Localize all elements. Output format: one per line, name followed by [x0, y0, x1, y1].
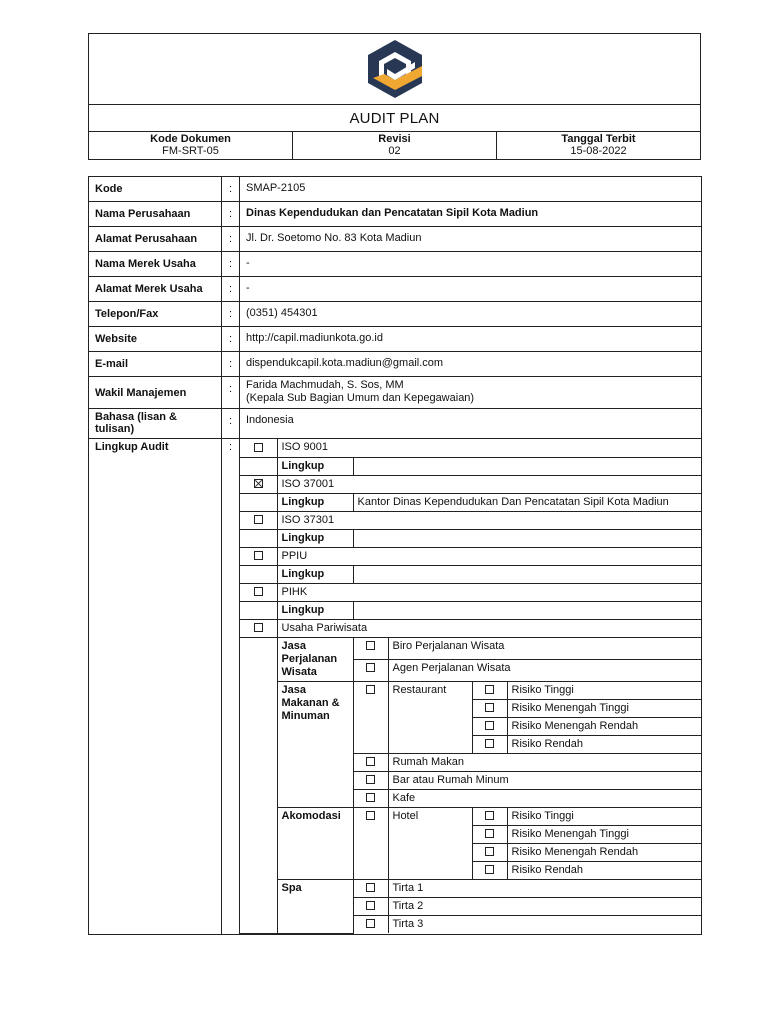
checkbox-icon[interactable]	[366, 757, 375, 766]
checkbox-icon[interactable]	[254, 587, 263, 596]
checkbox-icon[interactable]	[366, 685, 375, 694]
lingkup-label: Lingkup	[277, 493, 353, 511]
risk-checkbox[interactable]	[472, 825, 507, 843]
checkbox-icon[interactable]	[366, 663, 375, 672]
standard-name: PPIU	[277, 547, 701, 565]
standard-row-usaha-pariwisata	[240, 619, 701, 637]
field-row-bahasa	[89, 409, 702, 439]
meta-value: FM-SRT-05	[162, 145, 219, 157]
checkbox-icon[interactable]	[485, 865, 494, 874]
field-label: Bahasa (lisan & tulisan)	[89, 409, 222, 439]
indent-cell	[240, 493, 277, 511]
colon: :	[222, 377, 240, 409]
indent-cell	[240, 565, 277, 583]
checkbox-icon[interactable]	[366, 793, 375, 802]
colon: :	[222, 202, 240, 227]
field-value: SMAP-2105	[240, 177, 702, 202]
colon: :	[222, 277, 240, 302]
item-label: Restaurant	[388, 681, 472, 753]
item-checkbox[interactable]	[353, 879, 388, 897]
risk-label: Risiko Tinggi	[507, 681, 701, 699]
wakil-name: Farida Machmudah, S. Sos, MM	[246, 379, 404, 391]
lingkup-value: Kantor Dinas Kependudukan Dan Pencatatan Sipil Kota Madiun	[353, 493, 701, 511]
risk-label: Risiko Tinggi	[507, 807, 701, 825]
checkbox-icon[interactable]	[485, 685, 494, 694]
item-checkbox[interactable]	[353, 915, 388, 933]
field-value	[240, 377, 702, 409]
field-label: Nama Perusahaan	[89, 202, 222, 227]
field-label: Wakil Manajemen	[89, 377, 222, 409]
risk-checkbox[interactable]	[472, 735, 507, 753]
field-label: Nama Merek Usaha	[89, 252, 222, 277]
item-checkbox[interactable]	[353, 659, 388, 681]
document-header	[88, 33, 701, 160]
company-logo	[365, 38, 425, 100]
field-value: Jl. Dr. Soetomo No. 83 Kota Madiun	[240, 227, 702, 252]
standard-checkbox[interactable]	[240, 511, 277, 529]
colon: :	[222, 409, 240, 439]
field-label: Lingkup Audit	[89, 439, 222, 935]
checkbox-icon[interactable]	[254, 443, 263, 452]
standard-name: ISO 37301	[277, 511, 701, 529]
colon: :	[222, 177, 240, 202]
checkbox-icon[interactable]	[485, 739, 494, 748]
category-akomodasi: Akomodasi	[277, 807, 353, 879]
field-label: Alamat Merek Usaha	[89, 277, 222, 302]
field-row-email	[89, 352, 702, 377]
checkbox-icon[interactable]	[366, 883, 375, 892]
indent-cell	[240, 529, 277, 547]
lingkup-row	[240, 493, 701, 511]
meta-kode-dokumen	[89, 132, 292, 159]
category-spa: Spa	[277, 879, 353, 933]
meta-value: 15-08-2022	[570, 145, 627, 157]
checkbox-checked-icon[interactable]	[254, 479, 263, 488]
checkbox-icon[interactable]	[254, 551, 263, 560]
standard-checkbox[interactable]	[240, 583, 277, 601]
item-label: Agen Perjalanan Wisata	[388, 659, 701, 681]
colon: :	[222, 352, 240, 377]
item-label: Bar atau Rumah Minum	[388, 771, 701, 789]
checkbox-icon[interactable]	[366, 919, 375, 928]
scope-table	[240, 439, 701, 934]
risk-checkbox[interactable]	[472, 717, 507, 735]
tourism-row	[240, 879, 701, 897]
tourism-row	[240, 807, 701, 825]
checkbox-icon[interactable]	[485, 811, 494, 820]
field-value: http://capil.madiunkota.go.id	[240, 327, 702, 352]
checkbox-icon[interactable]	[366, 901, 375, 910]
item-label: Tirta 1	[388, 879, 701, 897]
standard-checkbox[interactable]	[240, 547, 277, 565]
item-label: Tirta 2	[388, 897, 701, 915]
category-jasa-perjalanan: Jasa Perjalanan Wisata	[277, 637, 353, 681]
field-row-kode	[89, 177, 702, 202]
lingkup-label: Lingkup	[277, 457, 353, 475]
lingkup-row	[240, 457, 701, 475]
lingkup-value	[353, 457, 701, 475]
field-label: Kode	[89, 177, 222, 202]
item-label: Kafe	[388, 789, 701, 807]
item-label: Hotel	[388, 807, 472, 879]
lingkup-row	[240, 565, 701, 583]
risk-label: Risiko Menengah Tinggi	[507, 699, 701, 717]
risk-checkbox[interactable]	[472, 807, 507, 825]
field-row-website	[89, 327, 702, 352]
field-row-wakil-manajemen	[89, 377, 702, 409]
meta-revisi	[292, 132, 496, 159]
field-value: Indonesia	[240, 409, 702, 439]
item-checkbox[interactable]	[353, 637, 388, 659]
item-checkbox[interactable]	[353, 753, 388, 771]
checkbox-icon[interactable]	[485, 703, 494, 712]
item-label: Rumah Makan	[388, 753, 701, 771]
colon: :	[222, 227, 240, 252]
category-jasa-makanan: Jasa Makanan & Minuman	[277, 681, 353, 807]
checkbox-icon[interactable]	[366, 775, 375, 784]
lingkup-value	[353, 529, 701, 547]
standard-checkbox[interactable]	[240, 439, 277, 457]
item-checkbox[interactable]	[353, 789, 388, 807]
lingkup-row	[240, 529, 701, 547]
risk-checkbox[interactable]	[472, 699, 507, 717]
standard-name: ISO 9001	[277, 439, 701, 457]
field-value: (0351) 454301	[240, 302, 702, 327]
meta-label: Tanggal Terbit	[561, 133, 636, 145]
field-row-lingkup-audit	[89, 439, 702, 935]
scope-cell	[240, 439, 702, 935]
lingkup-label: Lingkup	[277, 601, 353, 619]
field-row-nama-merek-usaha	[89, 252, 702, 277]
lingkup-value	[353, 601, 701, 619]
standard-name: PIHK	[277, 583, 701, 601]
meta-label: Revisi	[378, 133, 411, 145]
field-row-telepon	[89, 302, 702, 327]
risk-checkbox[interactable]	[472, 861, 507, 879]
item-checkbox[interactable]	[353, 771, 388, 789]
field-label: Website	[89, 327, 222, 352]
colon: :	[222, 302, 240, 327]
meta-value: 02	[388, 145, 401, 157]
colon: :	[222, 327, 240, 352]
standard-row	[240, 475, 701, 493]
tourism-row	[240, 637, 701, 659]
checkbox-icon[interactable]	[485, 721, 494, 730]
lingkup-label: Lingkup	[277, 565, 353, 583]
item-label: Tirta 3	[388, 915, 701, 933]
field-value: dispendukcapil.kota.madiun@gmail.com	[240, 352, 702, 377]
lingkup-label: Lingkup	[277, 529, 353, 547]
checkbox-icon[interactable]	[366, 641, 375, 650]
standard-row	[240, 583, 701, 601]
risk-checkbox[interactable]	[472, 681, 507, 699]
checkbox-icon[interactable]	[254, 515, 263, 524]
indent-cell	[240, 457, 277, 475]
item-checkbox[interactable]	[353, 897, 388, 915]
field-label: Alamat Perusahaan	[89, 227, 222, 252]
risk-label: Risiko Menengah Tinggi	[507, 825, 701, 843]
risk-label: Risiko Menengah Rendah	[507, 843, 701, 861]
field-row-alamat-merek-usaha	[89, 277, 702, 302]
meta-label: Kode Dokumen	[150, 133, 231, 145]
colon: :	[222, 439, 240, 935]
indent-cell	[240, 601, 277, 619]
field-value: -	[240, 252, 702, 277]
risk-label: Risiko Rendah	[507, 861, 701, 879]
item-checkbox[interactable]	[353, 807, 388, 879]
field-label: Telepon/Fax	[89, 302, 222, 327]
standard-checkbox[interactable]	[240, 475, 277, 493]
standard-row	[240, 439, 701, 457]
standard-name: ISO 37001	[277, 475, 701, 493]
checkbox-icon[interactable]	[485, 847, 494, 856]
checkbox-icon[interactable]	[485, 829, 494, 838]
standard-row	[240, 547, 701, 565]
checkbox-icon[interactable]	[366, 811, 375, 820]
field-value: -	[240, 277, 702, 302]
field-label: E-mail	[89, 352, 222, 377]
standard-name: Usaha Pariwisata	[277, 619, 701, 637]
document-title: AUDIT PLAN	[89, 105, 700, 132]
item-label: Biro Perjalanan Wisata	[388, 637, 701, 659]
field-row-alamat-perusahaan	[89, 227, 702, 252]
standard-checkbox[interactable]	[240, 619, 277, 637]
field-value: Dinas Kependudukan dan Pencatatan Sipil Kota Madiun	[240, 202, 702, 227]
risk-label: Risiko Rendah	[507, 735, 701, 753]
audit-plan-table	[88, 176, 702, 935]
indent-cell	[240, 637, 277, 933]
colon: :	[222, 252, 240, 277]
checkbox-icon[interactable]	[254, 623, 263, 632]
wakil-position: (Kepala Sub Bagian Umum dan Kepegawaian)	[246, 392, 475, 404]
document-meta	[89, 132, 700, 159]
logo-row	[89, 34, 700, 105]
tourism-row	[240, 681, 701, 699]
lingkup-row	[240, 601, 701, 619]
meta-tanggal-terbit	[496, 132, 700, 159]
risk-label: Risiko Menengah Rendah	[507, 717, 701, 735]
item-checkbox[interactable]	[353, 681, 388, 753]
field-row-nama-perusahaan	[89, 202, 702, 227]
risk-checkbox[interactable]	[472, 843, 507, 861]
lingkup-value	[353, 565, 701, 583]
standard-row	[240, 511, 701, 529]
